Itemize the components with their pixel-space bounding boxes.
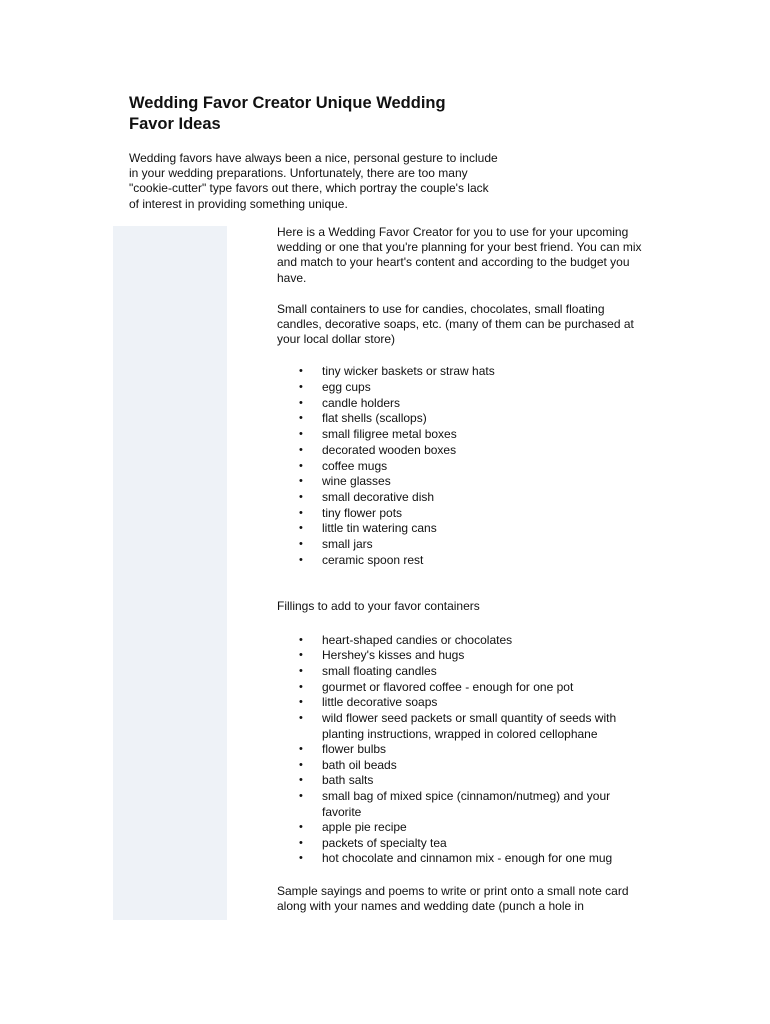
list-item-text: small bag of mixed spice (cinnamon/nutmeg) and your favorite [322, 789, 611, 819]
list-item-text: bath salts [322, 773, 374, 788]
list-item [277, 537, 642, 553]
bullet-icon: • [299, 537, 303, 550]
bullet-icon: • [299, 712, 303, 724]
list-item [277, 758, 642, 774]
list-item [277, 711, 642, 742]
list-item-text: wild flower seed packets or small quantity of seeds with planting instructions, wrapped in colored cellophane [322, 711, 617, 741]
list-item [277, 459, 642, 475]
list-item [277, 633, 642, 649]
bullet-icon: • [299, 490, 303, 503]
list-item-text: small filigree metal boxes [322, 427, 457, 442]
list-item-text: bath oil beads [322, 757, 397, 772]
bullet-icon: • [299, 790, 303, 803]
list-item [277, 474, 642, 490]
list-item [277, 380, 642, 396]
fillings-list [277, 633, 642, 868]
bullet-icon: • [299, 633, 303, 646]
list-item-text: Hershey's kisses and hugs [322, 648, 465, 663]
list-item [277, 742, 642, 758]
containers-list [277, 364, 642, 568]
list-item-text: little decorative soaps [322, 695, 438, 710]
list-item-text: heart-shaped candies or chocolates [322, 632, 513, 647]
list-item-text: flower bulbs [322, 742, 387, 756]
list-item-text: little tin watering cans [322, 521, 437, 536]
list-item-text: wine glasses [322, 474, 391, 489]
paragraph-fillings: Fillings to add to your favor containers [277, 599, 480, 614]
list-item [277, 364, 642, 380]
paragraph-sample: Sample sayings and poems to write or print onto a small note card along with your names and wedding date (punch a hole in [277, 884, 629, 914]
bullet-icon: • [299, 475, 303, 488]
bullet-icon: • [299, 381, 303, 394]
list-item-text: small decorative dish [322, 489, 435, 504]
list-item [277, 521, 642, 537]
bullet-icon: • [299, 758, 303, 771]
intro-paragraph: Wedding favors have always been a nice, personal gesture to include in your wedding preparations. Unfortunately, there are too many "cookie-cutter" type favors out there, which portray the couple's lack of interest in providing something unique. [129, 151, 498, 211]
list-item-text: hot chocolate and cinnamon mix - enough for one mug [322, 851, 613, 866]
list-item [277, 695, 642, 711]
bullet-icon: • [299, 664, 303, 677]
bullet-icon: • [299, 506, 303, 519]
bullet-icon: • [299, 412, 303, 425]
bullet-icon: • [299, 396, 303, 409]
bullet-icon: • [299, 649, 303, 662]
list-item-text: packets of specialty tea [322, 835, 447, 850]
list-item-text: tiny wicker baskets or straw hats [322, 364, 495, 379]
list-item [277, 490, 642, 506]
list-item [277, 789, 642, 820]
list-item-text: small floating candles [322, 663, 437, 678]
list-item [277, 836, 642, 852]
list-item [277, 664, 642, 680]
list-item-text: egg cups [322, 380, 371, 395]
bullet-icon: • [299, 680, 303, 693]
list-item [277, 427, 642, 443]
list-item [277, 443, 642, 459]
list-item [277, 680, 642, 696]
list-item-text: ceramic spoon rest [322, 552, 424, 567]
bullet-icon: • [299, 459, 303, 472]
list-item-text: gourmet or flavored coffee - enough for one pot [322, 679, 574, 694]
main-content [277, 225, 642, 915]
list-item-text: small jars [322, 536, 373, 551]
list-item [277, 648, 642, 664]
bullet-icon: • [299, 821, 303, 834]
list-item [277, 820, 642, 836]
list-item-text: apple pie recipe [322, 820, 407, 835]
list-item [277, 411, 642, 427]
bullet-icon: • [299, 743, 303, 755]
page-title: Wedding Favor Creator Unique Wedding Favor Ideas [129, 94, 446, 133]
bullet-icon: • [299, 443, 303, 456]
list-item-text: candle holders [322, 395, 401, 410]
bullet-icon: • [299, 696, 303, 709]
bullet-icon: • [299, 522, 303, 535]
bullet-icon: • [299, 428, 303, 441]
bullet-icon: • [299, 774, 303, 787]
list-item-text: decorated wooden boxes [322, 442, 457, 457]
list-item [277, 851, 642, 867]
list-item [277, 553, 642, 569]
bullet-icon: • [299, 553, 303, 566]
list-item-text: tiny flower pots [322, 505, 403, 520]
list-item-text: flat shells (scallops) [322, 411, 427, 426]
sidebar-panel [113, 226, 227, 920]
list-item-text: coffee mugs [322, 458, 388, 473]
list-item [277, 396, 642, 412]
list-item [277, 506, 642, 522]
bullet-icon: • [299, 852, 303, 865]
list-item [277, 773, 642, 789]
bullet-icon: • [299, 365, 303, 378]
bullet-icon: • [299, 836, 303, 849]
paragraph-here: Here is a Wedding Favor Creator for you to use for your upcoming wedding or one that you're planning for your best friend. You can mix and match to your heart's content and according to the budget you have. [277, 225, 642, 285]
paragraph-containers: Small containers to use for candies, chocolates, small floating candles, decorative soaps, etc. (many of them can be purchased at your local dollar store) [277, 301, 634, 347]
